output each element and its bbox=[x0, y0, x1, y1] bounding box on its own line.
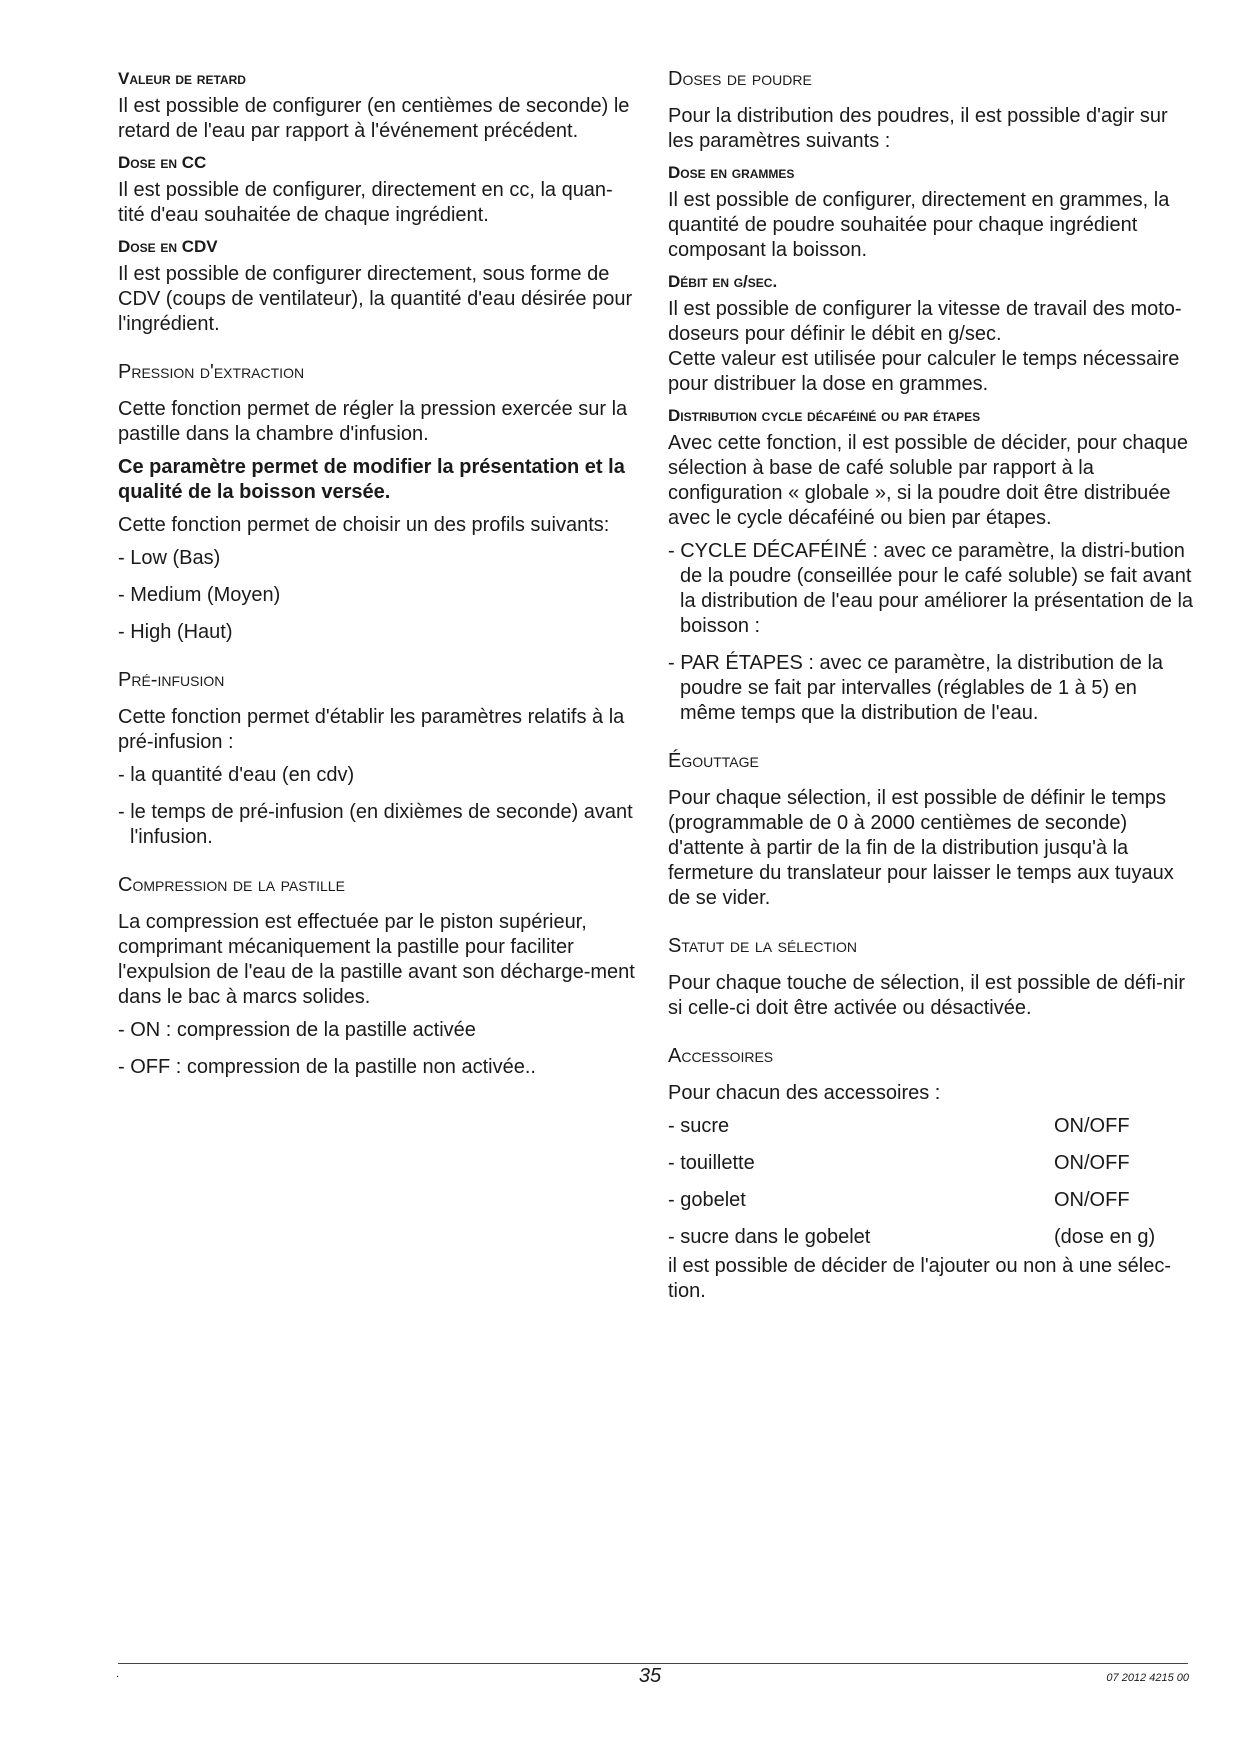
list-item: - PAR ÉTAPES : avec ce paramètre, la distribution de la poudre se fait par intervalles (réglables de 1 à 5) en même temps que la distribution de l'eau. bbox=[668, 652, 1164, 724]
heading-dose-cc: Dose en CC bbox=[118, 153, 207, 172]
accessory-row bbox=[668, 1151, 1196, 1176]
heading-compression: Compression de la pastille bbox=[118, 874, 345, 896]
accessory-row bbox=[668, 1114, 1196, 1139]
heading-doses-poudre: Doses de poudre bbox=[668, 68, 812, 90]
accessoires-outro: il est possible de décider de l'ajouter ou non à une sélec-tion. bbox=[668, 1255, 1172, 1302]
debit-text-2: Cette valeur est utilisée pour calculer le temps nécessaire pour distribuer la dose en grammes. bbox=[668, 348, 1180, 395]
accessory-name: - gobelet bbox=[668, 1189, 746, 1211]
heading-dose-grammes: Dose en grammes bbox=[668, 163, 795, 182]
heading-accessoires: Accessoires bbox=[668, 1045, 774, 1067]
list-item: - Low (Bas) bbox=[118, 547, 221, 569]
heading-pre-infusion: Pré-infusion bbox=[118, 669, 225, 691]
accessoires-intro: Pour chacun des accessoires : bbox=[668, 1082, 941, 1104]
doses-poudre-text: Pour la distribution des poudres, il est possible d'agir sur les paramètres suivants : bbox=[668, 105, 1168, 152]
egouttage-text: Pour chaque sélection, il est possible de définir le temps (programmable de 0 à 2000 centièmes de seconde) d'attente à partir de la fin de la distribution jusqu'à la fermeture du translateur pour laisser le temps aux tuyaux de se vider. bbox=[668, 787, 1174, 909]
list-item: - OFF : compression de la pastille non activée.. bbox=[118, 1056, 536, 1078]
statut-text: Pour chaque touche de sélection, il est possible de défi-nir si celle-ci doit être activée ou désactivée. bbox=[668, 972, 1185, 1019]
accessory-value: ON/OFF bbox=[1054, 1189, 1130, 1211]
heading-debit: Débit en g/sec. bbox=[668, 272, 778, 291]
heading-distribution: Distribution cycle décaféiné ou par étapes bbox=[668, 406, 981, 425]
dose-cc-text: Il est possible de configurer, directement en cc, la quan-tité d'eau souhaitée de chaque ingrédient. bbox=[118, 179, 613, 226]
list-item: - CYCLE DÉCAFÉINÉ : avec ce paramètre, la distri-bution de la poudre (conseillée pour le café soluble) se fait avant la distribution de l'eau pour améliorer la présentation de la boisson : bbox=[668, 540, 1194, 637]
heading-pression: Pression d'extraction bbox=[118, 361, 305, 383]
dose-cdv-text: Il est possible de configurer directement, sous forme de CDV (coups de ventilateur), la quantité d'eau désirée pour l'ingrédient. bbox=[118, 263, 633, 335]
pression-text-1: Cette fonction permet de régler la pression exercée sur la pastille dans la chambre d'infusion. bbox=[118, 398, 628, 445]
document-code: 07 2012 4215 00 bbox=[1106, 1672, 1189, 1684]
accessory-row bbox=[668, 1188, 1196, 1213]
footer-divider bbox=[118, 1663, 1188, 1664]
pre-infusion-text: Cette fonction permet d'établir les paramètres relatifs à la pré-infusion : bbox=[118, 706, 625, 753]
page-number: 35 bbox=[638, 1665, 662, 1687]
accessory-name: - sucre dans le gobelet bbox=[668, 1226, 871, 1248]
list-item: - ON : compression de la pastille activée bbox=[118, 1019, 476, 1041]
list-item: - High (Haut) bbox=[118, 621, 233, 643]
heading-valeur-retard: Valeur de retard bbox=[118, 69, 246, 88]
accessory-name: - touillette bbox=[668, 1152, 755, 1174]
accessory-value: ON/OFF bbox=[1054, 1115, 1130, 1137]
accessory-value: ON/OFF bbox=[1054, 1152, 1130, 1174]
accessory-row bbox=[668, 1225, 1196, 1250]
pression-bold-note: Ce paramètre permet de modifier la présentation et la qualité de la boisson versée. bbox=[118, 456, 625, 503]
list-item: - Medium (Moyen) bbox=[118, 584, 281, 606]
list-item: - la quantité d'eau (en cdv) bbox=[118, 764, 355, 786]
left-column bbox=[118, 66, 638, 1092]
accessory-value: (dose en g) bbox=[1054, 1226, 1156, 1248]
valeur-retard-text: Il est possible de configurer (en centièmes de seconde) le retard de l'eau par rapport à l'événement précédent. bbox=[118, 95, 630, 142]
right-column bbox=[668, 66, 1196, 1312]
footer-dot: . bbox=[116, 1668, 120, 1680]
debit-text-1: Il est possible de configurer la vitesse de travail des moto-doseurs pour définir le débit en g/sec. bbox=[668, 298, 1182, 345]
accessory-name: - sucre bbox=[668, 1115, 730, 1137]
heading-statut: Statut de la sélection bbox=[668, 935, 857, 957]
dose-grammes-text: Il est possible de configurer, directement en grammes, la quantité de poudre souhaitée pour chaque ingrédient composant la boisson. bbox=[668, 189, 1170, 261]
pression-text-2: Cette fonction permet de choisir un des profils suivants: bbox=[118, 514, 610, 536]
distribution-text: Avec cette fonction, il est possible de décider, pour chaque sélection à base de café soluble par rapport à la configuration « globale », si la poudre doit être distribuée avec le cycle décaféiné ou bien par étapes. bbox=[668, 432, 1188, 529]
compression-text: La compression est effectuée par le piston supérieur, comprimant mécaniquement la pastille pour faciliter l'expulsion de l'eau de la pastille avant son décharge-ment dans le bac à marcs solides. bbox=[118, 911, 635, 1008]
list-item: - le temps de pré-infusion (en dixièmes de seconde) avant l'infusion. bbox=[118, 801, 633, 848]
heading-dose-cdv: Dose en CDV bbox=[118, 237, 218, 256]
heading-egouttage: Égouttage bbox=[668, 750, 759, 772]
